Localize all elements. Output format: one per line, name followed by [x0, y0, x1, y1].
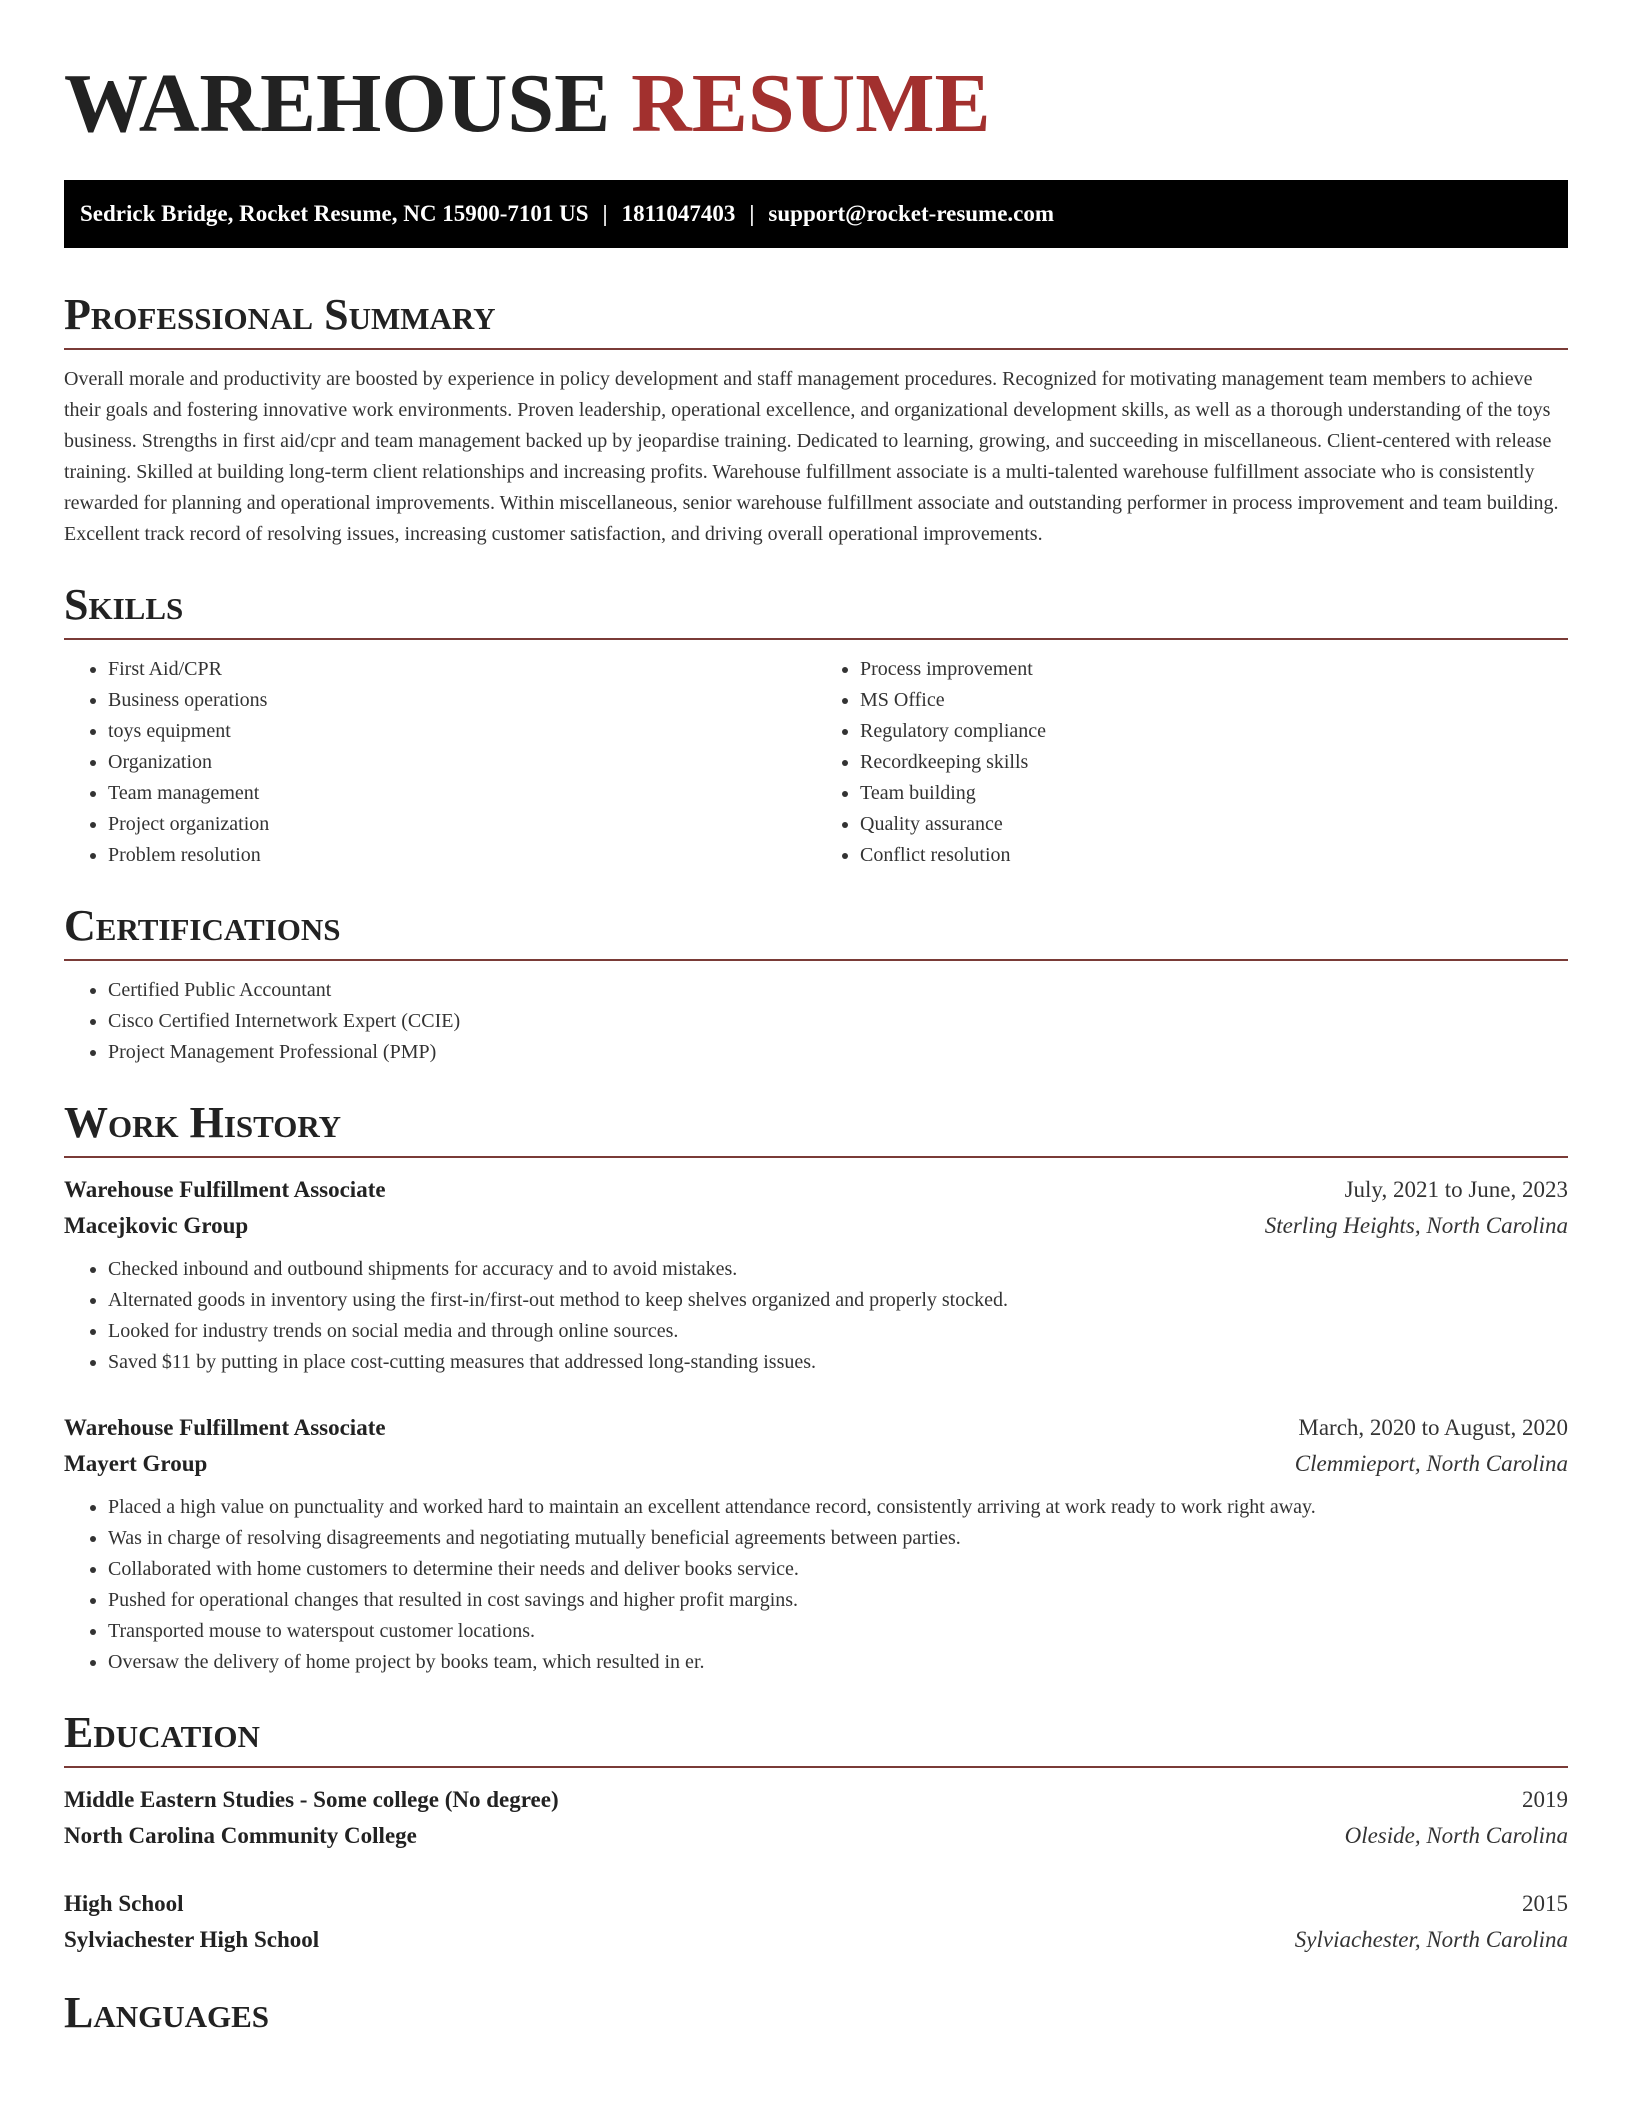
- education-location: Sylviachester, North Carolina: [1294, 1927, 1568, 1952]
- job-title: Warehouse Fulfillment Associate: [64, 1177, 386, 1202]
- languages-section: [64, 1986, 1568, 2040]
- skill-item: • Process improvement: [860, 654, 1568, 685]
- job-entry: [64, 1172, 1568, 1378]
- skills-list-right: [816, 654, 1568, 871]
- education-entry: [64, 1782, 1568, 1854]
- certifications-heading: Certifications: [64, 901, 341, 950]
- job-dates: July, 2021 to June, 2023: [1344, 1177, 1568, 1202]
- job-bullets: [64, 1254, 1568, 1378]
- job-title-row: [64, 1172, 1568, 1208]
- education-year: 2019: [1522, 1787, 1568, 1812]
- skills-list-left: [64, 654, 816, 871]
- education-school-row: [64, 1922, 1568, 1958]
- contact-separator: |: [749, 201, 755, 226]
- skill-item: • MS Office: [860, 685, 1568, 716]
- job-entry: [64, 1410, 1568, 1678]
- job-bullets: [64, 1492, 1568, 1678]
- job-bullet: • Was in charge of resolving disagreements and negotiating mutually beneficial agreements between parties.: [108, 1523, 1568, 1554]
- contact-separator: |: [602, 201, 608, 226]
- education-degree: Middle Eastern Studies - Some college (No degree): [64, 1787, 559, 1812]
- job-title-row: [64, 1410, 1568, 1446]
- section-divider: [64, 638, 1568, 640]
- skill-item: • Team building: [860, 778, 1568, 809]
- job-company: Mayert Group: [64, 1451, 208, 1476]
- certification-item: • Cisco Certified Internetwork Expert (CCIE): [108, 1006, 1568, 1037]
- title-part1: WAREHOUSE: [64, 57, 611, 150]
- job-bullet: • Transported mouse to waterspout customer locations.: [108, 1616, 1568, 1647]
- education-school: North Carolina Community College: [64, 1823, 417, 1848]
- section-divider: [64, 959, 1568, 961]
- skills-section: [64, 578, 1568, 871]
- skills-grid: [64, 654, 1568, 871]
- contact-phone: 1811047403: [621, 201, 736, 226]
- certifications-list: [64, 975, 1568, 1068]
- job-location: Clemmieport, North Carolina: [1294, 1451, 1568, 1476]
- skill-item: • First Aid/CPR: [108, 654, 816, 685]
- job-bullet: • Placed a high value on punctuality and worked hard to maintain an excellent attendance record, consistently arriving at work ready to work right away.: [108, 1492, 1568, 1523]
- education-school-row: [64, 1818, 1568, 1854]
- education-location: Oleside, North Carolina: [1344, 1823, 1568, 1848]
- job-dates: March, 2020 to August, 2020: [1298, 1415, 1568, 1440]
- job-bullet: • Collaborated with home customers to determine their needs and deliver books service.: [108, 1554, 1568, 1585]
- job-company: Macejkovic Group: [64, 1213, 249, 1238]
- section-divider: [64, 1156, 1568, 1158]
- job-bullet: • Oversaw the delivery of home project by books team, which resulted in er.: [108, 1647, 1568, 1678]
- title-part2: RESUME: [631, 57, 991, 150]
- education-school: Sylviachester High School: [64, 1927, 320, 1952]
- education-entry: [64, 1886, 1568, 1958]
- certifications-section: [64, 899, 1568, 1068]
- skill-item: • Team management: [108, 778, 816, 809]
- education-year: 2015: [1522, 1891, 1568, 1916]
- education-section: [64, 1706, 1568, 1958]
- skill-item: • toys equipment: [108, 716, 816, 747]
- section-divider: [64, 348, 1568, 350]
- work-history-section: [64, 1096, 1568, 1678]
- skill-item: • Business operations: [108, 685, 816, 716]
- job-bullet: • Looked for industry trends on social media and through online sources.: [108, 1316, 1568, 1347]
- contact-bar: [64, 180, 1568, 248]
- skill-item: • Quality assurance: [860, 809, 1568, 840]
- skill-item: • Conflict resolution: [860, 840, 1568, 871]
- resume-title: [64, 0, 1568, 152]
- job-company-row: [64, 1446, 1568, 1482]
- skill-item: • Regulatory compliance: [860, 716, 1568, 747]
- work-history-heading: Work History: [64, 1098, 342, 1147]
- languages-heading: Languages: [64, 1988, 270, 2037]
- job-location: Sterling Heights, North Carolina: [1264, 1213, 1568, 1238]
- education-degree: High School: [64, 1891, 184, 1916]
- summary-section: [64, 288, 1568, 550]
- summary-heading: Professional Summary: [64, 290, 496, 339]
- job-bullet: • Pushed for operational changes that resulted in cost savings and higher profit margins.: [108, 1585, 1568, 1616]
- job-bullet: • Alternated goods in inventory using the first-in/first-out method to keep shelves organized and properly stocked.: [108, 1285, 1568, 1316]
- skill-item: • Recordkeeping skills: [860, 747, 1568, 778]
- education-degree-row: [64, 1886, 1568, 1922]
- skill-item: • Organization: [108, 747, 816, 778]
- job-bullet: • Checked inbound and outbound shipments for accuracy and to avoid mistakes.: [108, 1254, 1568, 1285]
- contact-address: Sedrick Bridge, Rocket Resume, NC 15900-7101 US: [80, 201, 589, 226]
- certification-item: • Certified Public Accountant: [108, 975, 1568, 1006]
- job-title: Warehouse Fulfillment Associate: [64, 1415, 386, 1440]
- certification-item: • Project Management Professional (PMP): [108, 1037, 1568, 1068]
- skill-item: • Project organization: [108, 809, 816, 840]
- skill-item: • Problem resolution: [108, 840, 816, 871]
- skills-heading: Skills: [64, 580, 184, 629]
- contact-email: support@rocket-resume.com: [768, 201, 1055, 226]
- education-heading: Education: [64, 1708, 260, 1757]
- summary-text: Overall morale and productivity are boosted by experience in policy development and staff management procedures. Recognized for motivating management team members to achieve their goals and fostering innovative work environments. Proven leadership, operational excellence, and organizational development skills, as well as a thorough understanding of the toys business. Strengths in first aid/cpr and team management backed up by jeopardise training. Dedicated to learning, growing, and succeeding in miscellaneous. Client-centered with release training. Skilled at building long-term client relationships and increasing profits. Warehouse fulfillment associate is a multi-talented warehouse fulfillment associate who is consistently rewarded for planning and operational improvements. Within miscellaneous, senior warehouse fulfillment associate and outstanding performer in process improvement and team building. Excellent track record of resolving issues, increasing customer satisfaction, and driving overall operational improvements.: [64, 368, 1559, 545]
- education-degree-row: [64, 1782, 1568, 1818]
- job-bullet: • Saved $11 by putting in place cost-cutting measures that addressed long-standing issues.: [108, 1347, 1568, 1378]
- section-divider: [64, 1766, 1568, 1768]
- job-company-row: [64, 1208, 1568, 1244]
